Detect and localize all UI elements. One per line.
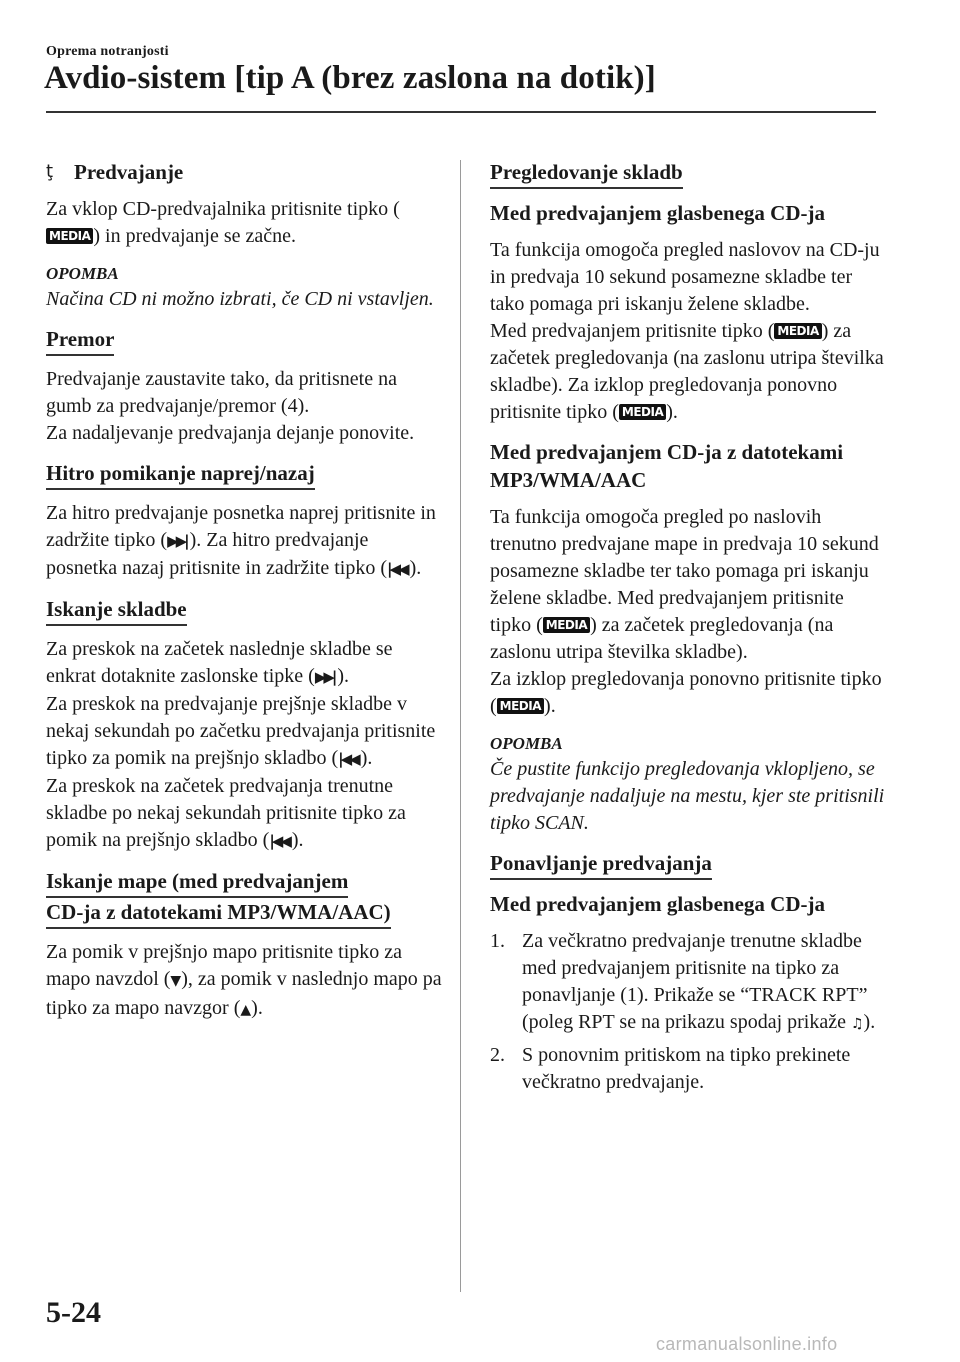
next-track-icon: ▶▶| (167, 532, 187, 550)
heading-music-cd-repeat: Med predvajanjem glasbenega CD-ja (490, 892, 825, 916)
page-title: Avdio-sistem [tip A (brez zaslona na dotik)] (44, 60, 656, 96)
folder-down-icon: ▼ (170, 973, 182, 989)
folder-up-icon: ▲ (240, 1002, 252, 1018)
heading-repeat: Ponavljanje predvajanja (490, 849, 712, 880)
repeat-note-icon: ♫ (850, 1016, 864, 1032)
playback-intro: Za vklop CD-predvajalnika pritisnite tipko (MEDIA ) in predvajanje se začne. (46, 198, 400, 247)
heading-music-cd: Med predvajanjem glasbenega CD-ja (490, 201, 825, 225)
title-rule (46, 111, 876, 113)
folder-search-text: Za pomik v prejšnjo mapo pritisnite tipko za mapo navzdol (▼), za pomik v naslednjo mapo pa tipko za mapo navzgor (▲). (46, 941, 442, 1019)
note-text: Če pustite funkcijo pregledovanja vklopljeno, se predvajanje nadaljuje na mestu, kjer ste pritisnili tipko SCAN. (490, 758, 885, 834)
section-label: Oprema notranjosti (46, 44, 169, 59)
media-key-icon: MEDIA (497, 698, 544, 714)
scan-cd-text-1: Ta funkcija omogoča pregled naslovov na CD-ju in predvaja 10 sekund posamezne skladbe ter tako pomaga pri iskanju želene skladbe. (490, 239, 880, 315)
watermark: carmanualsonline.info (656, 1334, 838, 1354)
prev-track-icon: |◀◀ (387, 560, 407, 578)
page-number: 5-24 (46, 1296, 101, 1329)
media-key-icon: MEDIA (774, 323, 821, 339)
heading-fast-forward: Hitro pomikanje naprej/nazaj (46, 459, 315, 490)
scan-mp3-text-2: Za izklop pregledovanja ponovno pritisnite tipko ( MEDIA ). (490, 668, 882, 717)
right-column (490, 158, 886, 1100)
next-track-icon: ▶▶| (314, 668, 335, 686)
heading-track-search: Iskanje skladbe (46, 595, 187, 626)
heading-playback: ţ Predvajanje (46, 160, 184, 184)
track-search-text-1: Za preskok na začetek naslednje skladbe se enkrat dotaknite zaslonske tipke (▶▶| ). (46, 638, 393, 687)
track-search-text-2: Za preskok na predvajanje prejšnje skladbe v nekaj sekundah po začetku predvajanja pritisnite tipko za pomik na prejšnjo skladbo (|◀◀ ). (46, 693, 436, 769)
media-key-icon: MEDIA (46, 228, 93, 244)
media-key-icon: MEDIA (543, 617, 590, 633)
prev-track-icon: |◀◀ (269, 832, 289, 850)
list-item: 2. S ponovnim pritiskom na tipko prekinete večkratno predvajanje. (490, 1044, 851, 1093)
fast-forward-text: Za hitro predvajanje posnetka naprej pritisnite in zadržite tipko (▶▶| ). Za hitro predvajanje posnetka nazaj pritisnite in zadržite tipko (|◀◀ ). (46, 502, 436, 579)
heading-folder-search: Iskanje mape (med predvajanjem CD-ja z datotekami MP3/WMA/AAC) (46, 867, 442, 929)
media-key-icon: MEDIA (619, 404, 666, 420)
pause-text-2: Za nadaljevanje predvajanja dejanje ponovite. (46, 422, 415, 444)
section-marker-icon: ţ (46, 161, 54, 182)
column-divider (460, 160, 461, 1292)
prev-track-icon: |◀◀ (338, 750, 358, 768)
scan-cd-text-2: Med predvajanjem pritisnite tipko ( MEDIA ) za začetek pregledovanja (na zaslonu utripa številka skladbe). Za izklop pregledovanja ponovno pritisnite tipko ( MEDIA ). (490, 320, 884, 423)
track-search-text-3: Za preskok na začetek predvajanja trenutne skladbe po nekaj sekundah pritisnite tipko za pomik na prejšnjo skladbo (|◀◀ ). (46, 775, 406, 851)
heading-scan: Pregledovanje skladb (490, 158, 683, 189)
note-label: OPOMBA (46, 264, 119, 283)
repeat-steps (490, 928, 886, 1096)
pause-text-1: Predvajanje zaustavite tako, da pritisnete na gumb za predvajanje/premor (4). (46, 368, 397, 417)
heading-mp3-cd: Med predvajanjem CD-ja z datotekami MP3/WMA/AAC (490, 440, 844, 492)
list-item: 1. Za večkratno predvajanje trenutne skladbe med predvajanjem pritisnite na tipko za ponavljanje (1). Prikaže se “TRACK RPT” (poleg RPT se na prikazu spodaj prikaže ♫). (490, 930, 876, 1033)
heading-pause: Premor (46, 325, 114, 356)
left-column (46, 158, 442, 1036)
scan-mp3-text-1: Ta funkcija omogoča pregled po naslovih trenutno predvajane mape in predvaja 10 sekund posamezne skladbe ter tako pomaga pri iskanju želene skladbe. Med predvajanjem pritisnite tipko ( MEDIA ) za začetek pregledovanja (na zaslonu utripa številka skladbe). (490, 506, 879, 663)
note-label: OPOMBA (490, 734, 563, 753)
note-text: Načina CD ni možno izbrati, če CD ni vstavljen. (46, 288, 434, 310)
